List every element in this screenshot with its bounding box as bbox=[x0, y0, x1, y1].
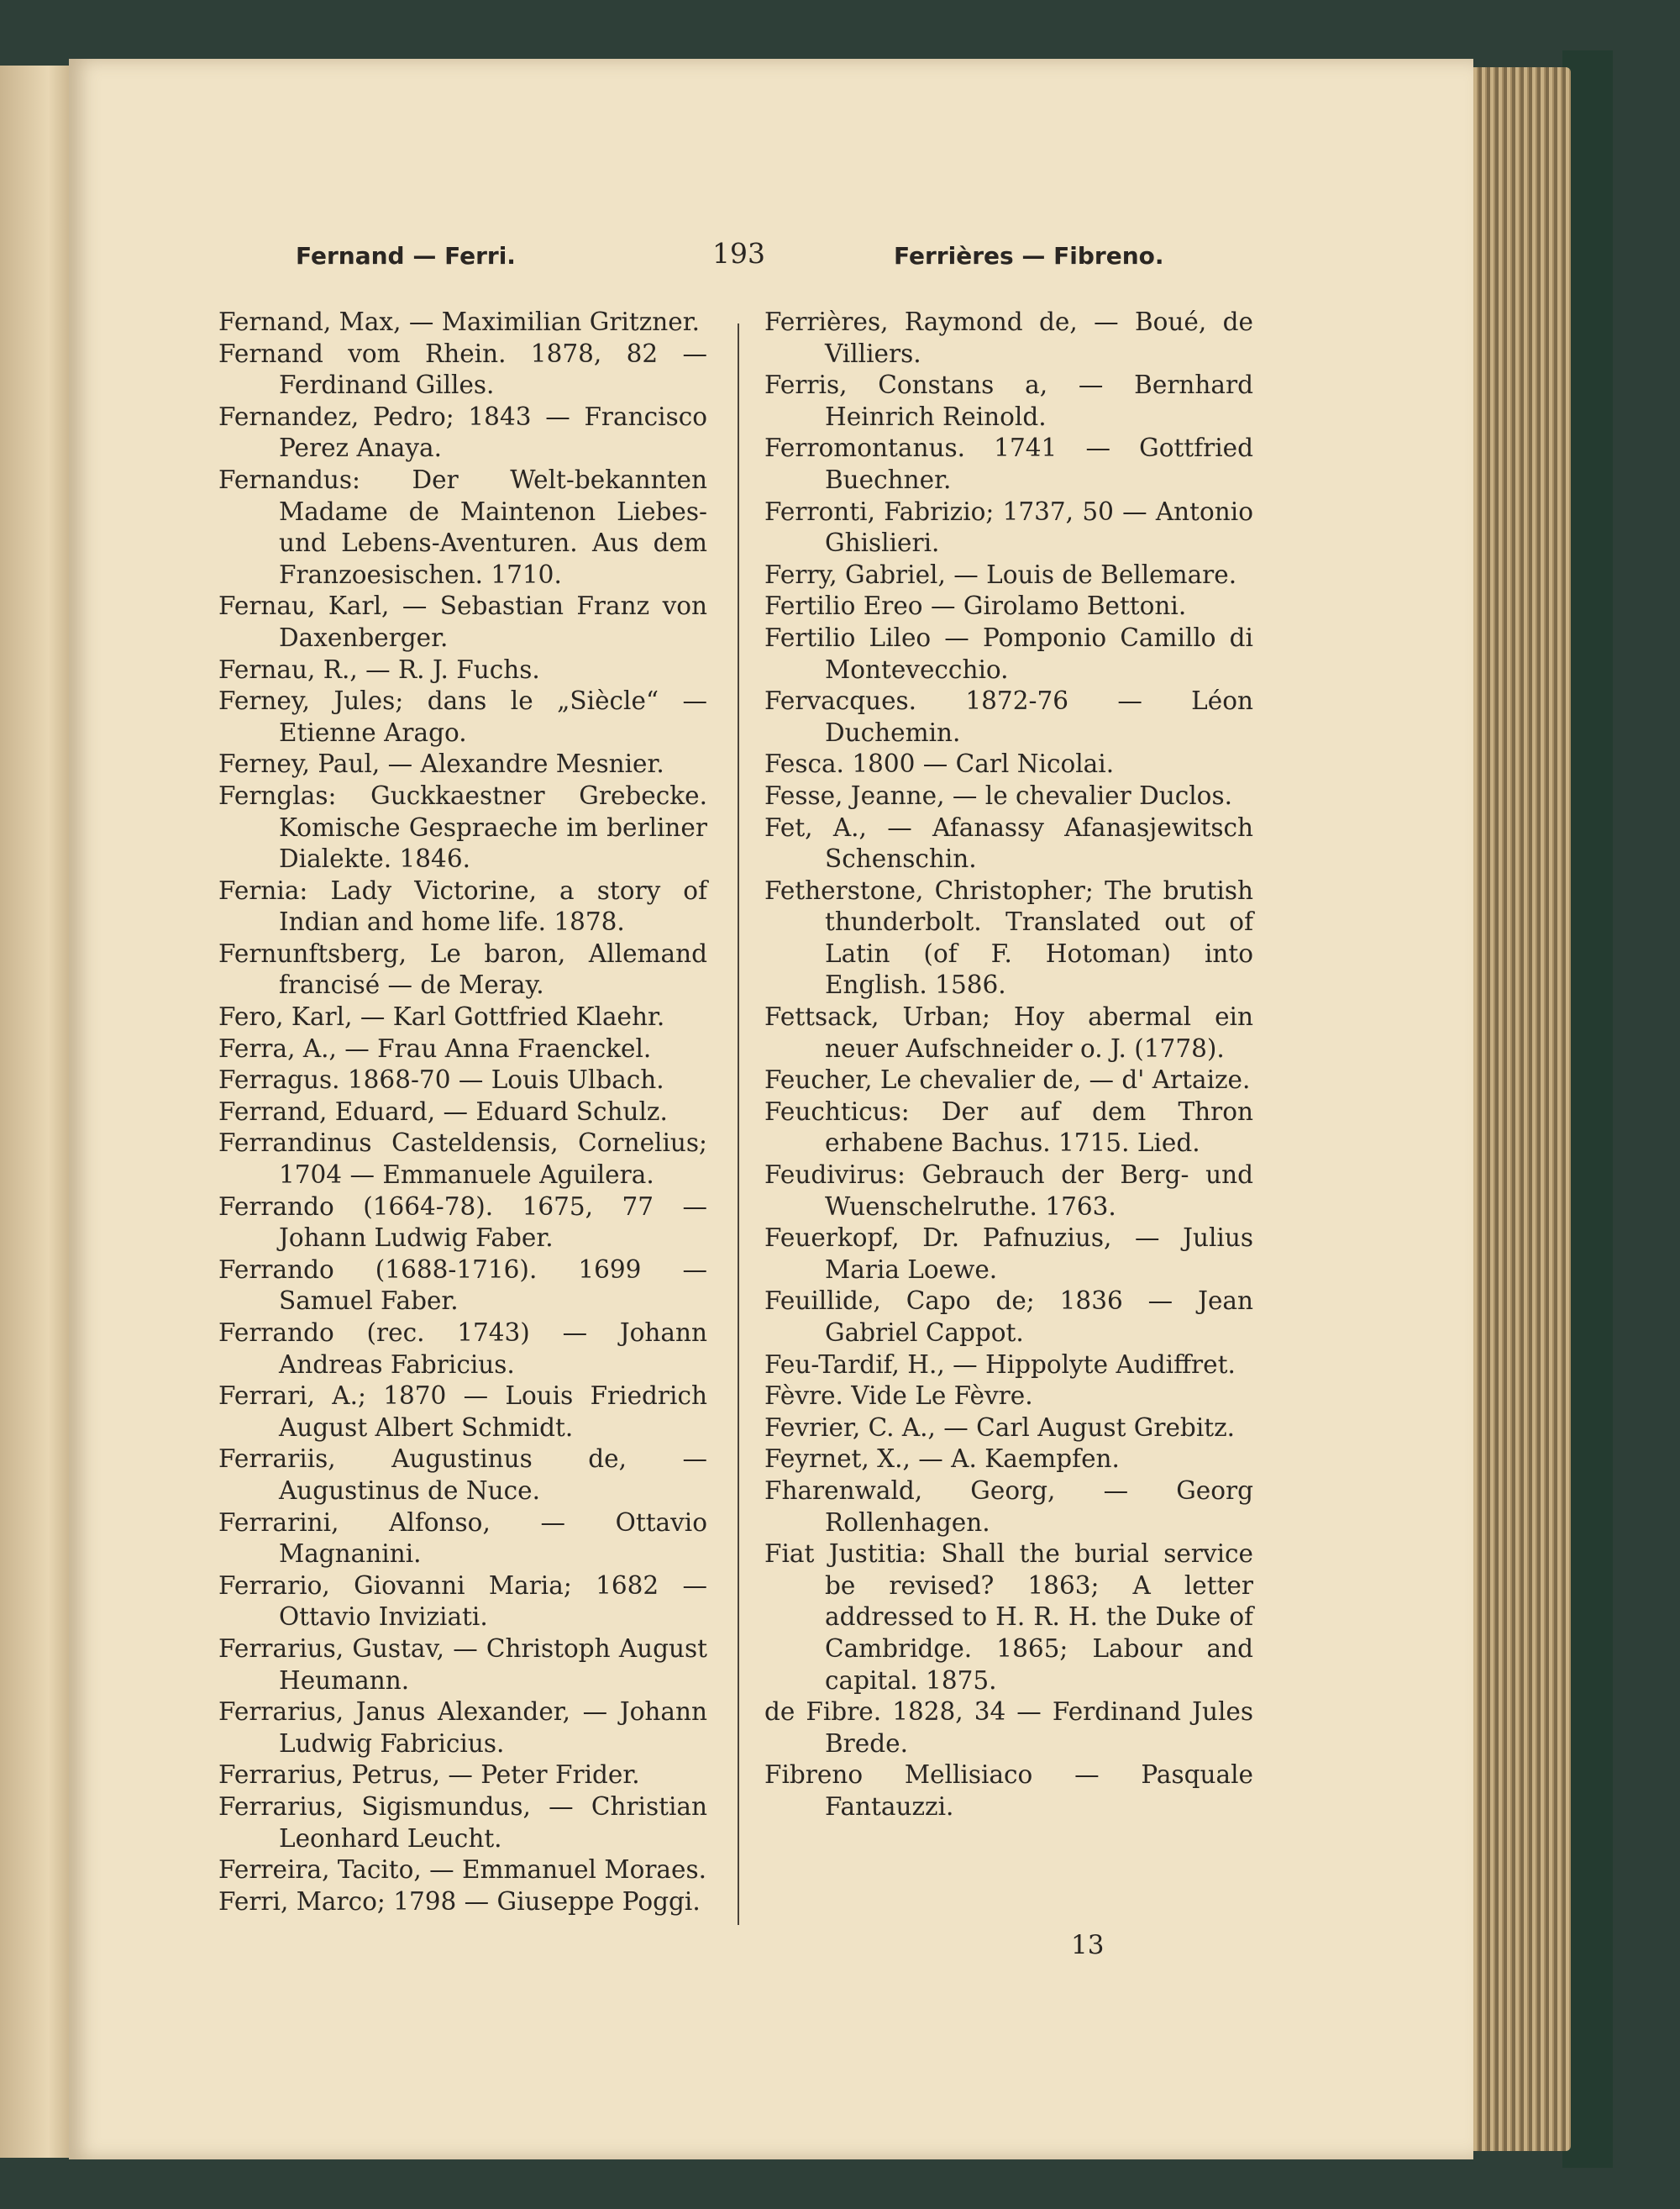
index-entry: Fibreno Mellisiaco — Pasquale Fantauzzi. bbox=[764, 1760, 1253, 1821]
index-entry: Ferrando (rec. 1743) — Johann Andreas Fabricius. bbox=[218, 1318, 707, 1379]
index-entry: de Fibre. 1828, 34 — Ferdinand Jules Brede. bbox=[764, 1697, 1253, 1758]
index-entry: Fernia: Lady Victorine, a story of Indian and home life. 1878. bbox=[218, 876, 707, 937]
index-entry: Feuillide, Capo de; 1836 — Jean Gabriel Cappot. bbox=[764, 1286, 1253, 1347]
index-entry: Ferry, Gabriel, — Louis de Bellemare. bbox=[764, 560, 1237, 589]
index-entry: Fernau, R., — R. J. Fuchs. bbox=[218, 655, 540, 684]
index-entry: Fet, A., — Afanassy Afanasjewitsch Schenschin. bbox=[764, 813, 1253, 874]
index-entry: Fernunftsberg, Le baron, Allemand francisé — de Meray. bbox=[218, 939, 707, 1000]
index-entry: Fesse, Jeanne, — le chevalier Duclos. bbox=[764, 781, 1232, 810]
index-entry: Fernandus: Der Welt-bekannten Madame de Maintenon Liebes- und Lebens-Aventuren. Aus dem Franzoesischen. 1710. bbox=[218, 465, 707, 589]
index-entry: Ferrario, Giovanni Maria; 1682 — Ottavio Inviziati. bbox=[218, 1570, 707, 1632]
index-entry: Ferrari, A.; 1870 — Louis Friedrich August Albert Schmidt. bbox=[218, 1381, 707, 1442]
index-entry: Ferrando (1688-1716). 1699 — Samuel Faber. bbox=[218, 1254, 707, 1316]
index-entry: Ferra, A., — Frau Anna Fraenckel. bbox=[218, 1033, 652, 1063]
index-entry: Fèvre. Vide Le Fèvre. bbox=[764, 1381, 1033, 1411]
index-entry: Fernau, Karl, — Sebastian Franz von Daxenberger. bbox=[218, 592, 707, 652]
left-column bbox=[218, 307, 707, 1917]
index-entry: Ferrand, Eduard, — Eduard Schulz. bbox=[218, 1097, 668, 1126]
index-entry: Ferragus. 1868-70 — Louis Ulbach. bbox=[218, 1065, 664, 1095]
index-entry: Ferrarius, Gustav, — Christoph August Heumann. bbox=[218, 1633, 707, 1695]
column-divider bbox=[738, 323, 739, 1925]
index-entry: Ferronti, Fabrizio; 1737, 50 — Antonio Ghislieri. bbox=[764, 497, 1253, 558]
index-entry: Fernand, Max, — Maximilian Gritzner. bbox=[218, 308, 701, 336]
index-entry: Ferney, Paul, — Alexandre Mesnier. bbox=[218, 749, 664, 779]
index-entry: Fetherstone, Christopher; The brutish thunderbolt. Translated out of Latin (of F. Hotoman) into English. 1586. bbox=[764, 876, 1253, 1000]
index-entry: Feuerkopf, Dr. Pafnuzius, — Julius Maria Loewe. bbox=[764, 1223, 1253, 1284]
index-entry: Ferrariis, Augustinus de, — Augustinus de Nuce. bbox=[218, 1444, 707, 1505]
index-entry: Ferri, Marco; 1798 — Giuseppe Poggi. bbox=[218, 1886, 701, 1916]
index-entry: Ferrarini, Alfonso, — Ottavio Magnanini. bbox=[218, 1507, 707, 1569]
index-entry: Ferris, Constans a, — Bernhard Heinrich Reinold. bbox=[764, 371, 1253, 431]
index-entry: Ferromontanus. 1741 — Gottfried Buechner. bbox=[764, 434, 1253, 494]
index-entry: Fertilio Ereo — Girolamo Bettoni. bbox=[764, 592, 1187, 621]
running-header bbox=[0, 237, 1680, 284]
index-entry: Fesca. 1800 — Carl Nicolai. bbox=[764, 749, 1115, 779]
index-entry: Ferreira, Tacito, — Emmanuel Moraes. bbox=[218, 1855, 706, 1885]
index-entry: Ferrières, Raymond de, — Boué, de Villiers. bbox=[764, 308, 1253, 368]
index-entry: Fertilio Lileo — Pomponio Camillo di Montevecchio. bbox=[764, 623, 1253, 684]
index-entry: Ferrando (1664-78). 1675, 77 — Johann Ludwig Faber. bbox=[218, 1191, 707, 1253]
index-entry: Ferrandinus Casteldensis, Cornelius; 1704 — Emmanuele Aguilera. bbox=[218, 1128, 707, 1190]
signature-mark: 13 bbox=[1071, 1930, 1105, 1960]
index-entry: Fernandez, Pedro; 1843 — Francisco Perez Anaya. bbox=[218, 402, 707, 463]
index-entry: Fevrier, C. A., — Carl August Grebitz. bbox=[764, 1412, 1236, 1442]
index-entry: Feyrnet, X., — A. Kaempfen. bbox=[764, 1444, 1120, 1474]
right-column bbox=[764, 307, 1253, 1823]
index-entry: Feuchticus: Der auf dem Thron erhabene Bachus. 1715. Lied. bbox=[764, 1097, 1253, 1158]
index-entry: Feudivirus: Gebrauch der Berg- und Wuenschelruthe. 1763. bbox=[764, 1160, 1253, 1221]
header-left: Fernand — Ferri. bbox=[296, 242, 516, 270]
index-entry: Fero, Karl, — Karl Gottfried Klaehr. bbox=[218, 1002, 665, 1032]
left-page-edge bbox=[0, 66, 71, 2158]
index-entry: Feu-Tardif, H., — Hippolyte Audiffret. bbox=[764, 1349, 1236, 1379]
index-entry: Ferrarius, Janus Alexander, — Johann Ludwig Fabricius. bbox=[218, 1697, 707, 1758]
index-entry: Fernand vom Rhein. 1878, 82 — Ferdinand Gilles. bbox=[218, 339, 707, 400]
index-entry: Fettsack, Urban; Hoy abermal ein neuer Aufschneider o. J. (1778). bbox=[764, 1002, 1253, 1063]
index-entry: Ferrarius, Sigismundus, — Christian Leonhard Leucht. bbox=[218, 1791, 707, 1853]
page-number: 193 bbox=[712, 237, 765, 270]
header-right: Ferrières — Fibreno. bbox=[894, 242, 1164, 270]
index-entry: Fiat Justitia: Shall the burial service be revised? 1863; A letter addressed to H. R. H. the Duke of Cambridge. 1865; Labour and capital. 1875. bbox=[764, 1539, 1253, 1695]
index-entry: Fharenwald, Georg, — Georg Rollenhagen. bbox=[764, 1475, 1253, 1537]
index-entry: Fervacques. 1872-76 — Léon Duchemin. bbox=[764, 686, 1253, 747]
index-entry: Ferney, Jules; dans le „Siècle“ — Etienne Arago. bbox=[218, 686, 707, 747]
index-entry: Ferrarius, Petrus, — Peter Frider. bbox=[218, 1760, 640, 1790]
index-entry: Feucher, Le chevalier de, — d' Artaize. bbox=[764, 1065, 1251, 1095]
index-entry: Fernglas: Guckkaestner Grebecke. Komische Gespraeche im berliner Dialekte. 1846. bbox=[218, 781, 707, 874]
